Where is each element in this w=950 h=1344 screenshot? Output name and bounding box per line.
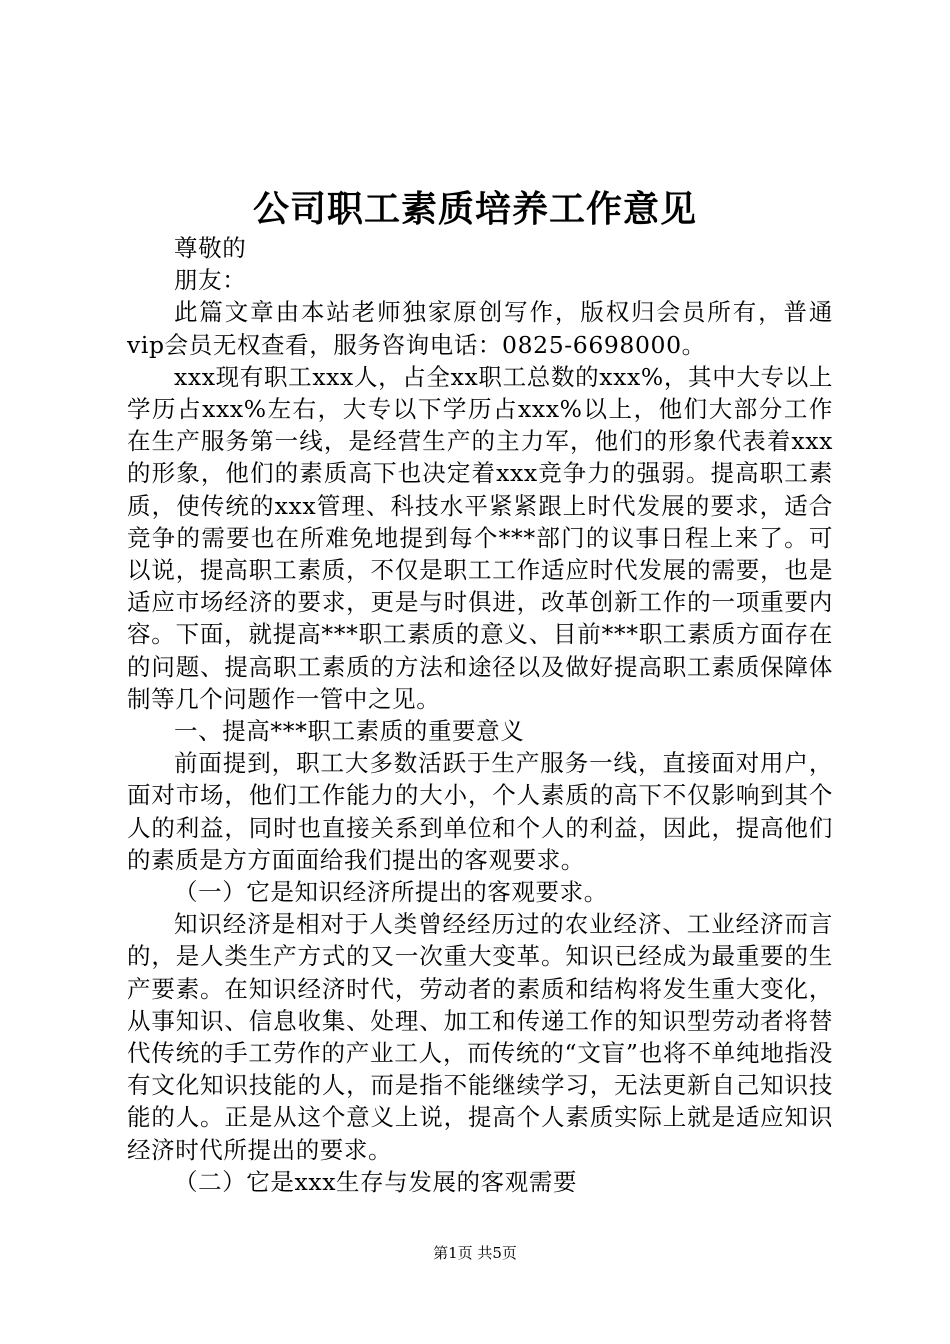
section-1-paragraph: 前面提到，职工大多数活跃于生产服务一线，直接面对用户，面对市场，他们工作能力的大小，个人素质的高下不仅影响到其个人的利益，同时也直接关系到单位和个人的利益，因此，提高他们的素质是方方面面给我们提出的客观要求。 <box>127 749 833 874</box>
copyright-notice: 此篇文章由本站老师独家原创写作，版权归会员所有，普通vip会员无权查看，服务咨询电话：0825-6698000。 <box>127 298 833 359</box>
subsection-heading-1: （一）它是知识经济所提出的客观要求。 <box>174 878 608 907</box>
subsection-heading-2: （二）它是xxx生存与发展的客观需要 <box>174 1167 578 1196</box>
intro-paragraph: xxx现有职工xxx人，占全xx职工总数的xxx%，其中大专以上学历占xxx%左右，大专以下学历占xxx%以上，他们大部分工作在生产服务第一线，是经营生产的主力军，他们的形象代表着xxx的形象，他们的素质高下也决定着xxx竞争力的强弱。提高职工素质，使传统的xxx管理、科技水平紧紧跟上时代发展的要求，适合竞争的需要也在所难免地提到每个***部门的议事日程上来了。可以说，提高职工素质，不仅是职工工作适应时代发展的需要，也是适应市场经济的要求，更是与时俱进，改革创新工作的一项重要内容。下面，就提高***职工素质的意义、目前***职工素质方面存在的问题、提高职工素质的方法和途径以及做好提高职工素质保障体制等几个问题作一管中之见。 <box>127 362 833 713</box>
document-body <box>127 232 833 1198</box>
salutation-line-2: 朋友： <box>174 266 247 295</box>
subsection-1-paragraph: 知识经济是相对于人类曾经经历过的农业经济、工业经济而言的，是人类生产方式的又一次重大变革。知识已经成为最重要的生产要素。在知识经济时代，劳动者的素质和结构将发生重大变化，从事知识、信息收集、处理、加工和传递工作的知识型劳动者将替代传统的手工劳作的产业工人，而传统的“文盲”也将不单纯地指没有文化知识技能的人，而是指不能继续学习，无法更新自己知识技能的人。正是从这个意义上说，提高个人素质实际上就是适应知识经济时代所提出的要求。 <box>127 910 833 1164</box>
salutation-line-1: 尊敬的 <box>174 234 247 262</box>
document-title: 公司职工素质培养工作意见 <box>252 188 697 230</box>
section-heading-1: 一、提高***职工素质的重要意义 <box>174 717 525 746</box>
page-number: 第1页 共5页 <box>433 1244 517 1262</box>
